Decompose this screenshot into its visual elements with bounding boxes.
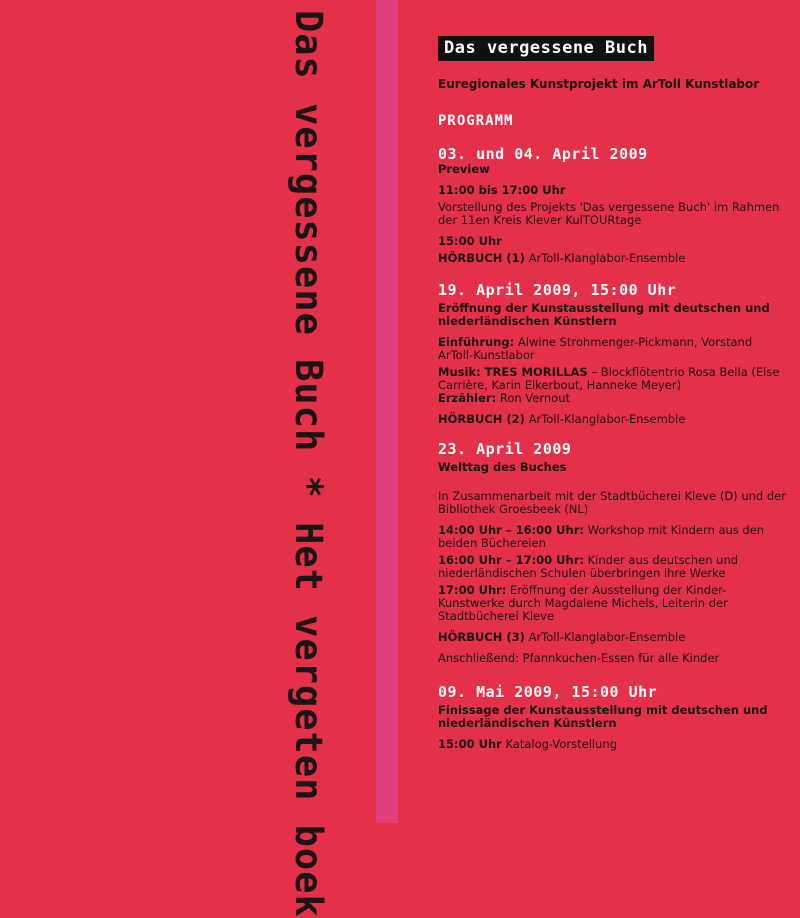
intro-label: Einführung: (438, 335, 515, 349)
hoerbuch-label: HÖRBUCH (2) (438, 412, 525, 426)
hoerbuch-line (438, 631, 788, 644)
item-time: 17:00 Uhr: (438, 583, 507, 597)
item-time: 15:00 Uhr (438, 234, 502, 248)
hoerbuch-text: ArToll-Klanglabor-Ensemble (524, 251, 686, 265)
section-date: 03. und 04. April 2009 (438, 145, 648, 163)
program-item (438, 184, 788, 227)
narrator-text: Ron Vernout (496, 391, 570, 405)
program-item (438, 524, 788, 550)
item-time: 15:00 Uhr (438, 737, 502, 751)
item-time: 14:00 Uhr – 16:00 Uhr: (438, 523, 584, 537)
music-text: – Blockflötentrio Rosa Bella (Else Carrière, Karin Elkerbout, Hanneke Meyer) (438, 365, 780, 392)
item-time: 16:00 Uhr – 17:00 Uhr: (438, 553, 584, 567)
section-finissage (438, 683, 788, 751)
section-heading: Welttag des Buches (438, 460, 567, 474)
program-panel (398, 0, 800, 823)
section-date: 19. April 2009, 15:00 Uhr (438, 281, 677, 299)
programm-heading: PROGRAMM (438, 113, 514, 129)
program-item (438, 554, 788, 580)
item-line (438, 252, 788, 265)
item-text: Vorstellung des Projekts 'Das vergessene Buch' im Rahmen der 11en Kreis Klever KulTOURtage (438, 200, 780, 227)
closing-line: Anschließend: Pfannkuchen-Essen für alle Kinder (438, 651, 720, 665)
cover-panel (0, 0, 376, 918)
section-heading: Finissage der Kunstausstellung mit deutschen und niederländischen Künstlern (438, 703, 768, 730)
program-content (438, 36, 788, 751)
item-text: Kinder aus deutschen und niederländischen Schulen überbringen ihre Werke (438, 553, 739, 580)
header-title: Das vergessene Buch (438, 36, 654, 61)
intro-text: Alwine Strohmenger-Pickmann, Vorstand ArToll-Kunstlabor (438, 335, 753, 362)
item-text: Katalog-Vorstellung (501, 737, 617, 751)
hoerbuch-text: ArToll-Klanglabor-Ensemble (524, 412, 686, 426)
header-subtitle: Euregionales Kunstprojekt im ArToll Kunstlabor (438, 77, 760, 91)
program-item (438, 738, 788, 751)
item-time: 11:00 bis 17:00 Uhr (438, 183, 566, 197)
section-world-book-day (438, 440, 788, 665)
item-text: Eröffnung der Ausstellung der Kinder-Kunstwerke durch Magdalene Michels, Leiterin der Stadtbücherei Kleve (438, 583, 728, 623)
section-date: 09. Mai 2009, 15:00 Uhr (438, 683, 658, 701)
program-item (438, 235, 788, 265)
music-line (438, 366, 788, 392)
section-preview (438, 145, 788, 265)
narrator-line (438, 392, 788, 405)
hoerbuch-label: HÖRBUCH (1) (438, 251, 525, 265)
item-text: Workshop mit Kindern aus den beiden Büchereien (438, 523, 765, 550)
hoerbuch-line (438, 413, 788, 426)
section-heading: Preview (438, 162, 490, 176)
section-heading: Eröffnung der Kunstausstellung mit deutschen und niederländischen Künstlern (438, 301, 770, 328)
section-opening (438, 281, 788, 426)
section-intro: In Zusammenarbeit mit der Stadtbücherei Kleve (D) und der Bibliothek Groesbeek (NL) (438, 489, 786, 516)
fold-stripe (376, 0, 398, 823)
intro-line (438, 336, 788, 362)
hoerbuch-label: HÖRBUCH (3) (438, 630, 525, 644)
hoerbuch-text: ArToll-Klanglabor-Ensemble (524, 630, 686, 644)
spine-title: Das vergessene Buch * Het vergeten boek (287, 10, 330, 918)
narrator-label: Erzähler: (438, 391, 497, 405)
section-date: 23. April 2009 (438, 440, 572, 458)
program-item (438, 584, 788, 623)
music-label: Musik: TRES MORILLAS (438, 365, 588, 379)
